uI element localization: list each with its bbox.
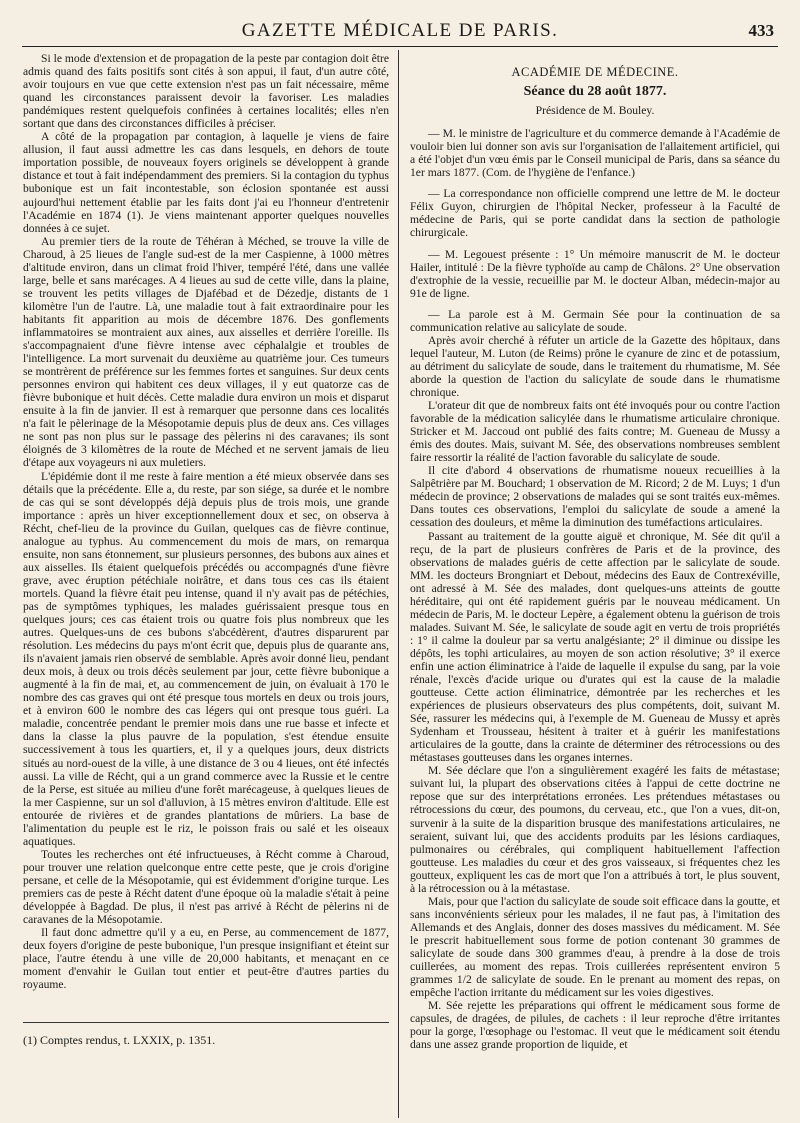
paragraph: — La parole est à M. Germain Sée pour la continuation de sa communication relative au salicylate de soude. [410,307,780,334]
page-number: 433 [748,21,774,40]
section-title: ACADÉMIE DE MÉDECINE. [511,65,679,79]
presidence-line: Présidence de M. Bouley. [535,104,655,118]
paragraph: L'orateur dit que de nombreux faits ont été invoqués pour ou contre l'action favorable de la médication salicylée dans le rhumatisme articulaire chronique. Stricker et M. Jaccoud ont publié des faits contre; M. Gueneau de Mussy a émis des doutes. Mais, suivant M. Sée, des observations nombreuses semblent faire ressortir la réalité de l'action favorable du salicylate de soude. [410,399,780,465]
footnote: (1) Comptes rendus, t. LXXIX, p. 1351. [23,1033,216,1047]
paragraph: — M. le ministre de l'agriculture et du commerce demande à l'Académie de vouloir bien lui donner son avis sur l'organisation de l'allaitement artificiel, qui a été l'objet d'un vœu émis par le Conseil municipal de Paris, dans sa séance du 1er mars 1877. (Com. de l'hygiène de l'enfance.) [410,127,780,180]
left-column [23,52,389,1062]
footnote-rule [23,1022,389,1023]
page-header [22,18,778,47]
paragraph: Au premier tiers de la route de Téhéran à Méched, se trouve la ville de Charoud, à 25 lieues de l'angle sud-est de la mer Caspienne, à 1000 mètres d'altitude environ, dans un climat froid l'hiver, tempéré l'été, dans une vallée large, belle et sans marécages. A 4 lieues au sud de cette ville, dans la plaine, se trouvent les petits villages de Djafébad et de Dézedje, distants de 1 kilomètre l'un de l'autre. Là, une maladie tout à fait extraordinaire pour les habitants fit apparition au mois de décembre 1876. Des gonflements inflammatoires se montraient aux aines, aux aisselles et derrière l'oreille. Ils s'accompagnaient d'une fièvre intense avec céphalalgie et troubles de l'intelligence. La mort survenait du deuxième au quatrième jour. Ces tumeurs se montrèrent de préférence sur les femmes fortes et sanguines. Sur deux cents personnes environ qui habitent ces deux villages, il y eut quatorze cas de fièvre bubonique et huit décès. Cette maladie dura environ un mois et disparut ensuite à la fin de janvier. Il est à remarquer que personne dans ces localités n'a fait le pèlerinage de la Mésopotamie depuis plus de deux ans. Ces villages ne sont pas non plus sur le passage des pèlerins ni des caravanes; ils sont éloignés de 3 kilomètres de la route de Méched et ne servent jamais de lieu d'étape aux voyageurs ni aux muletiers. [23,234,389,470]
session-heading: Séance du 28 août 1877. [523,84,667,100]
paragraph: A côté de la propagation par contagion, à laquelle je viens de faire allusion, il faut aussi admettre les cas dans lesquels, en dehors de toute importation possible, de nouveaux foyers originels se développent à grande distance et tout à fait indépendamment des premiers. Si la contagion du typhus bubonique est un fait incontestable, son éclosion spontanée est aussi aujourd'hui nettement établie par les faits dont j'ai eu l'honneur d'entretenir l'Académie en 1874 (1). Je viens maintenant apporter quelques nouvelles données à ce sujet. [23,130,389,235]
paragraph: Toutes les recherches ont été infructueuses, à Récht comme à Charoud, pour trouver une relation quelconque entre cette peste, que je crois d'origine persane, et celle de la Mésopotamie, qui est évidemment d'origine turque. Les premiers cas de peste à Récht datent d'une époque où la maladie s'était à peine développée à Bagdad. De plus, il n'est pas arrivé à Récht de pèlerins ni de caravanes de la Mésopotamie. [23,847,389,927]
paragraph: Il cite d'abord 4 observations de rhumatisme noueux recueillies à la Salpêtrière par M. Bouchard; 1 observation de M. Ricord; 2 de M. Luys; 1 d'un médecin de province; 2 observations de malades qui se sont traités eux-mêmes. Dans toutes ces observations, l'emploi du salicylate de soude a amené la cessation des douleurs, et même la diminution des tuméfactions articulaires. [410,464,780,530]
paragraph: Passant au traitement de la goutte aiguë et chronique, M. Sée dit qu'il a reçu, de la part de plusieurs confrères de Paris et de la province, des observations de malades guéris de cette affection par le salicylate de soude. MM. les docteurs Brongniart et Debout, médecins des Eaux de Contrexéville, ont adressé à M. Sée des malades, dont quelques-uns atteints de goutte héréditaire, qui ont été rapidement guéris par le nouveau médicament. Un médecin de Paris, M. le docteur Lepère, a également obtenu la guérison de trois malades. Suivant M. Sée, le salicylate de soude agit en vertu de trois propriétés : 1° il calme la douleur par sa vertu analgésiante; 2° il diminue ou dissipe les dépôts, les tophi articulaires, au moyen de son action résolutive; 3° il exerce enfin une action éliminatrice à l'aide de laquelle il expulse du sang, par la voie rénale, l'excès d'acide urique ou d'urates qui est la cause de la maladie goutteuse. Cette action éliminatrice, démontrée par les recherches et les expériences de plusieurs observateurs des plus compétents, doit, suivant M. Sée, rassurer les médecins qui, à l'exemple de M. Gueneau de Mussy et après Sydenham et Trousseau, hésitent à traiter et à guérir les manifestations articulaires de la goutte, dans la crainte de déterminer des rétrocessions ou des métastases goutteuses dans les organes internes. [410,529,780,765]
paragraph: — M. Legouest présente : 1° Un mémoire manuscrit de M. le docteur Hailer, intitulé : De la fièvre typhoïde au camp de Châlons. 2° Une observation d'extrophie de la vessie, recueillie par M. le docteur Alban, médecin-major au 91e de ligne. [410,247,780,300]
right-column [410,52,780,1112]
paragraph: — La correspondance non officielle comprend une lettre de M. le docteur Félix Guyon, chirurgien de l'hôpital Necker, professeur à la Faculté de médecine de Paris, qui se porte candidat dans la section de pathologie chirurgicale. [410,187,780,240]
paragraph: M. Sée rejette les préparations qui offrent le médicament sous forme de capsules, de dragées, de pilules, de cachets : il leur reproche d'être irritantes pour la gorge, l'œsophage ou l'estomac. Il veut que le médicament soit étendu dans une assez grande proportion de liquide, et [410,999,780,1052]
paragraph: Si le mode d'extension et de propagation de la peste par contagion doit être admis quand des faits positifs sont cités à son appui, il faut, d'un autre côté, avoir toujours en vue que cette extension n'est pas un fait nécessaire, même quand les circonstances paraissent devoir la favoriser. Les maladies pandémiques restent quelquefois confinées à certaines localités; elles n'en sortant que dans des circonstances difficiles à préciser. [23,52,389,131]
journal-title: GAZETTE MÉDICALE DE PARIS. [241,20,559,41]
paragraph: Mais, pour que l'action du salicylate de soude soit efficace dans la goutte, et sans inconvénients sérieux pour les malades, il ne faut pas, à l'imitation des Allemands et des Anglais, donner des doses massives du médicament. M. Sée le prescrit habituellement sous forme de potion contenant 30 grammes de salicylate de soude dans 300 grammes d'eau, à prendre à la dose de trois cuillerées, au moment des repas. Trois cuillerées représentent environ 5 grammes 1/2 de salicylate de soude. En le prenant au moment des repas, on empêche l'action irritante du médicament sur les voies digestives. [410,894,780,1000]
paragraph: L'épidémie dont il me reste à faire mention a été mieux observée dans ses détails que la précédente. Elle a, du reste, par son siége, sa durée et le nombre de cas qui se sont développés déjà depuis plus de trois mois, une grande importance : après un hiver exceptionnellement doux et sec, on observa à Récht, chef-lieu de la province du Guilan, quelques cas de fièvre continue, analogue au typhus. Au commencement du mois de mars, on remarqua ensuite, non sans étonnement, sur plusieurs personnes, des bubons aux aines et aux aisselles. Ils étaient quelquefois précédés ou accompagnés d'une fièvre grave, avec éruption pétéchiale noirâtre, et dans tous ces cas ils étaient mortels. Quand la fièvre était peu intense, quand il n'y avait pas de pétéchies, pas de symptômes typhiques, les malades guérissaient presque tous en quelques jours; ces cas étaient trois ou quatre fois plus nombreux que les autres. Quelques-uns de ces bubons s'abcédèrent, d'autres disparurent par résolution. Les médecins du pays m'ont écrit que, depuis plus de quarante ans, ils n'avaient jamais rien observé de semblable. Après avoir donné lieu, pendant deux mois, à deux ou trois décès seulement par jour, cette fièvre bubonique a augmenté à la fin de mai, et, au commencement de juin, on évaluait à 170 le nombre des cas graves qui ont été presque tous mortels en deux ou trois jours, et à environ 600 le nombre des cas légers qui ont presque tous guéri. La maladie, concentrée pendant le premier mois dans une rue basse et infecte et dans la classe la plus pauvre de la population, s'est étendue ensuite successivement à tous les quartiers, et, il y a quelques jours, deux districts situés au nord-ouest de la ville, à une distance de 3 ou 4 lieues, ont été infectés aussi. La ville de Récht, qui a un grand commerce avec la Russie et le centre de la Perse, est située au milieu d'une forêt marécageuse, à quelques lieues de la mer Caspienne, sur un sol d'alluvion, à 15 mètres environ d'altitude. Elle est entourée de rivières et de grandes plantations de mûriers. La base de l'alimentation du peuple est le riz, le poisson frais ou salé et les oiseaux aquatiques. [23,469,389,848]
paragraph: Après avoir cherché à réfuter un article de la Gazette des hôpitaux, dans lequel l'auteur, M. Luton (de Reims) prône le cyanure de zinc et de potassium, au détriment du salicylate de soude, dans le traitement du rhumatisme, M. Sée aborde la question de l'action du salicylate de soude dans le rhumatisme chronique. [410,333,780,399]
paragraph: M. Sée déclare que l'on a singulièrement exagéré les faits de métastase; suivant lui, la plupart des observations citées à l'appui de cette doctrine ne repose que sur des interprétations erronées. Les prétendues métastases ou rétrocessions du cœur, des poumons, du cerveau, etc., que l'on a vues, dit-on, survenir à la suite de la disparition brusque des manifestations articulaires, ne seraient, suivant lui, que des accidents produits par les lésions cardiaques, pulmonaires ou cérébrales, qui compliquent habituellement l'affection goutteuse. Les maladies du cœur et des gros vaisseaux, si fréquentes chez les goutteux, expliquent les cas de mort que l'on a attribués à tort, le plus souvent, à la rétrocession ou à la métastase. [410,764,780,895]
paragraph: Il faut donc admettre qu'il y a eu, en Perse, au commencement de 1877, deux foyers d'origine de peste bubonique, l'un presque insignifiant et éteint sur place, l'autre étendu à une ville de 20,000 habitants, et menaçant en ce moment d'envahir le Guilan tout entier et peut-être d'autres parties du royaume. [23,926,389,992]
column-divider [398,50,399,1118]
